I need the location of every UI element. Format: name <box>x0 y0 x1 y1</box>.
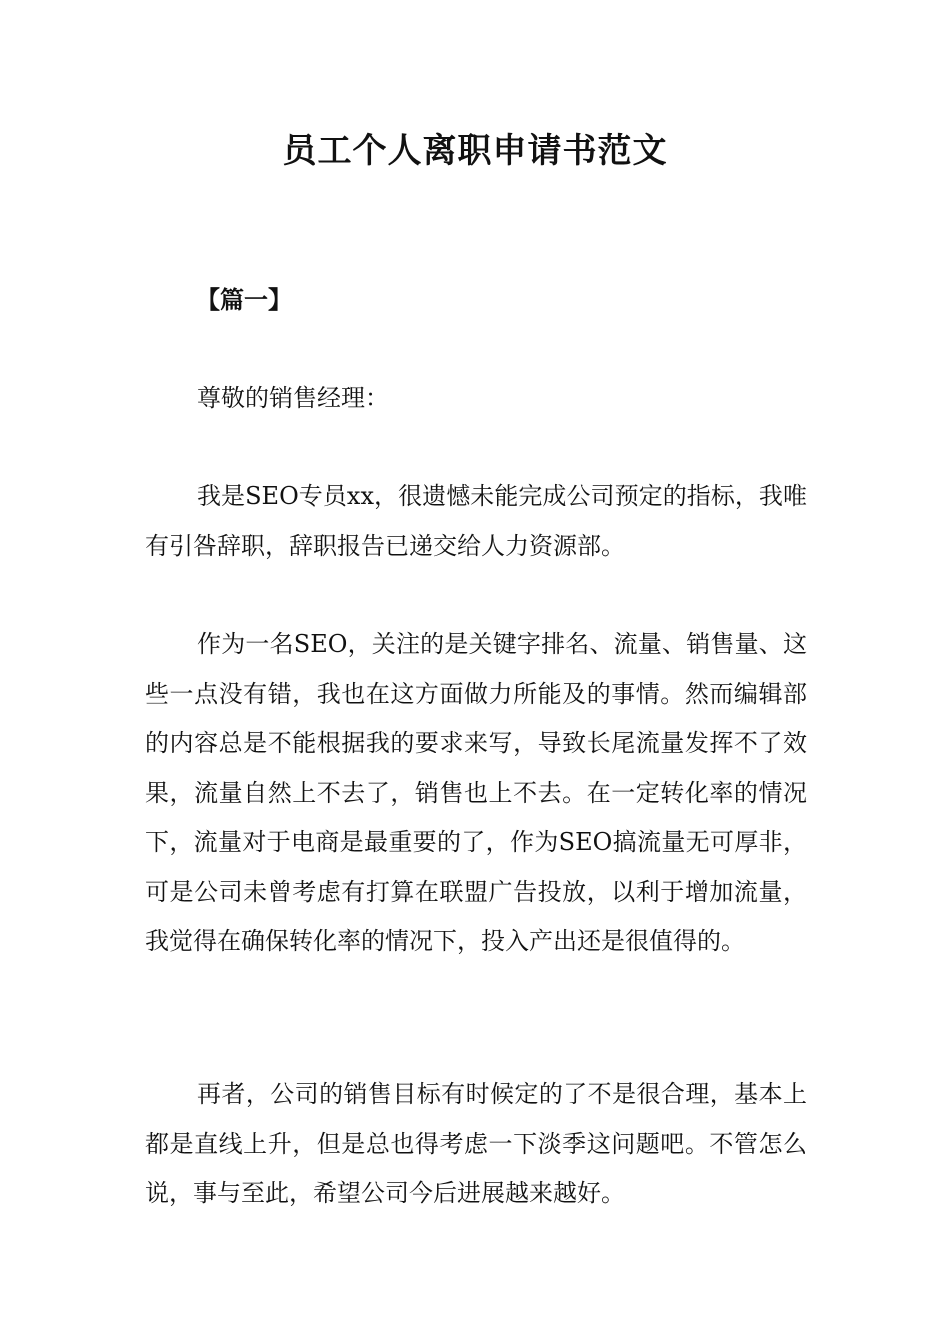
document-title: 员工个人离职申请书范文 <box>282 131 668 171</box>
section-heading: 【篇一】 <box>196 286 292 314</box>
salutation: 尊敬的销售经理： <box>197 384 389 412</box>
body-paragraph-3: 再者，公司的销售目标有时候定的了不是很合理，基本上都是直线上升，但是总也得考虑一下淡季这问题吧。不管怎么说，事与至此，希望公司今后进展越来越好。 <box>145 1080 807 1207</box>
body-paragraph-1: 我是SEO专员xx，很遗憾未能完成公司预定的指标，我唯有引咎辞职，辞职报告已递交给人力资源部。 <box>145 482 807 560</box>
body-paragraph-2: 作为一名SEO，关注的是关键字排名、流量、销售量、这些一点没有错，我也在这方面做力所能及的事情。然而编辑部的内容总是不能根据我的要求来写，导致长尾流量发挥不了效果，流量自然上不去了，销售也上不去。在一定转化率的情况下，流量对于电商是最重要的了，作为SEO搞流量无可厚非，可是公司未曾考虑有打算在联盟广告投放，以利于增加流量，我觉得在确保转化率的情况下，投入产出还是很值得的。 <box>145 630 807 955</box>
